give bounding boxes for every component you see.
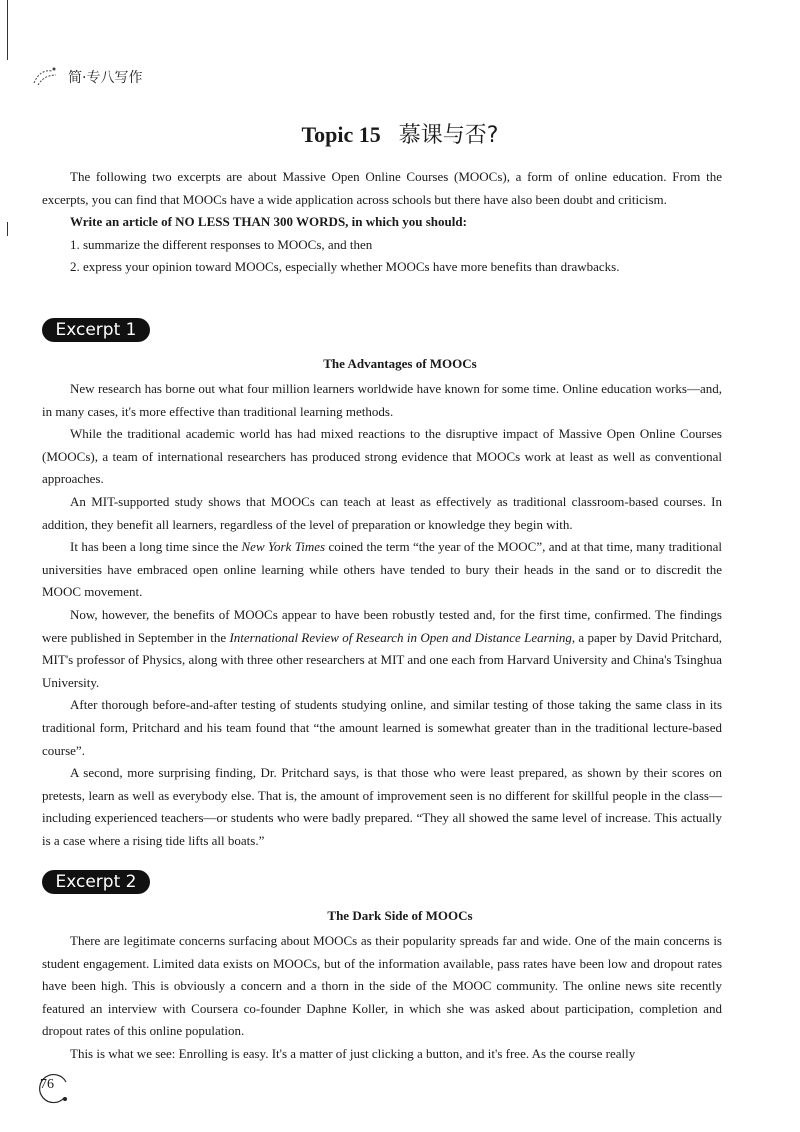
book-logo-icon [30, 63, 66, 91]
page-number [34, 1068, 70, 1104]
excerpt-1-paragraph-6: After thorough before-and-after testing of students studying online, and similar testing of those taking the same class in its traditional form, Pritchard and his team found that “the amount learned is somewhat greater than in the traditional lecture-based course”. [42, 697, 722, 758]
journal-title: International Review of Research in Open and Distance Learning [229, 629, 572, 645]
instruction-item-1: 1. summarize the different responses to MOOCs, and then [70, 236, 373, 252]
excerpt-1-body [42, 378, 722, 852]
intro-paragraph: The following two excerpts are about Massive Open Online Courses (MOOCs), a form of online education. From the excerpts, you can find that MOOCs have a wide application across schools but there have also been doubt and criticism. [42, 169, 722, 207]
excerpt-2-paragraph-2: This is what we see: Enrolling is easy. It's a matter of just clicking a button, and it's free. As the course really [70, 1045, 636, 1061]
excerpt-1-paragraph-2: While the traditional academic world has had mixed reactions to the disruptive impact of Massive Open Online Courses (MOOCs), a team of international researchers has produced strong evidence that MOOCs work at least as well as conventional approaches. [42, 426, 722, 487]
excerpt-2-paragraph-1: There are legitimate concerns surfacing about MOOCs as their popularity spreads far and wide. One of the main concerns is student engagement. Limited data exists on MOOCs, but of the information available, pass rates have been low and dropout rates have been high. This is obviously a concern and a thorn in the side of the MOOC community. The online news site recently featured an interview with Coursera co-founder Daphne Koller, in which she was asked about participation, completion and dropout rates of this online population. [42, 933, 722, 1039]
excerpt-2-heading: The Dark Side of MOOCs [327, 908, 473, 923]
running-header [30, 62, 142, 92]
writing-instruction: Write an article of NO LESS THAN 300 WORDS, in which you should: [70, 214, 467, 230]
excerpt-2-body [42, 930, 722, 1066]
excerpt-1-paragraph-4 [42, 536, 722, 604]
excerpt-1-paragraph-5 [42, 604, 722, 694]
excerpt-1-paragraph-7: A second, more surprising finding, Dr. Pritchard says, is that those who were least prepared, as shown by their scores on pretests, learn as well as everybody else. That is, the amount of improvement seen is no different for skillful people in the class—including experienced teachers—or students who were badly prepared. “They all showed the same level of increase. This actually is a case where a rising tide lifts all boats.” [42, 765, 722, 848]
excerpt-1-paragraph-1: New research has borne out what four million learners worldwide have known for some time. Online education works—and, in many cases, it's more effective than traditional learning methods. [42, 381, 722, 419]
excerpt-2-badge: Excerpt 2 [42, 870, 150, 894]
p4-text-a: It has been a long time since the [70, 539, 242, 555]
p5-text-a: Now, however, the benefits of MOOCs appear to have been robustly tested and, for the first time, confirmed. The findings were published in September in the [42, 606, 722, 645]
topic-number: Topic 15 [301, 122, 381, 147]
header-label: 简·专八写作 [68, 70, 143, 86]
excerpt-1-paragraph-3: An MIT-supported study shows that MOOCs can teach at least as effectively as traditional classroom-based courses. In addition, they benefit all learners, regardless of the level of preparation or knowledge they begin with. [42, 493, 722, 532]
intro-block [42, 166, 722, 279]
margin-rule-mid [7, 222, 8, 236]
page-title [0, 118, 800, 149]
excerpt-1-heading: The Advantages of MOOCs [323, 356, 477, 371]
excerpt-1-badge: Excerpt 1 [42, 318, 150, 342]
p5-text-b: , a paper by David Pritchard, MIT's professor of Physics, along with three other researchers at MIT and one each from Harvard University and China's Tsinghua University. [42, 629, 723, 690]
p4-text-b: coined the term “the year of the MOOC”, and at that time, many traditional universities have embraced open online learning while others have tended to bury their heads in the sand or to discredit the MOOC movement. [42, 539, 723, 600]
page-number-text: 76 [40, 1077, 54, 1092]
newspaper-title: New York Times [241, 539, 326, 555]
margin-rule-top [7, 0, 8, 60]
topic-chinese-title: 慕课与否? [398, 123, 499, 148]
instruction-item-2: 2. express your opinion toward MOOCs, especially whether MOOCs have more benefits than drawbacks. [70, 259, 620, 275]
